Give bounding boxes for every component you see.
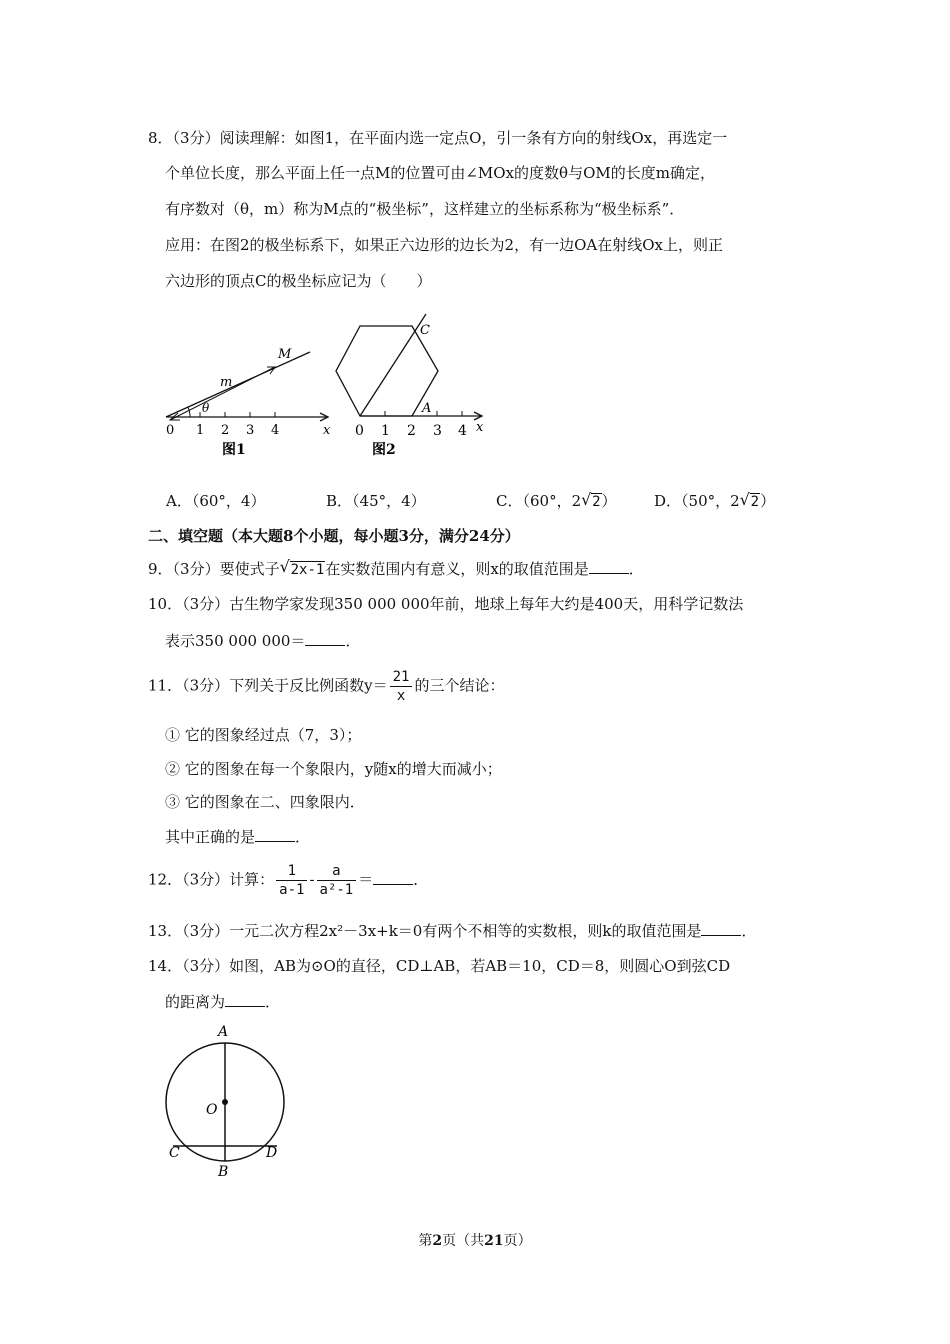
- q10-line2-prefix: 表示350 000 000＝: [165, 632, 306, 650]
- label-B: B: [218, 1164, 229, 1180]
- fig1-label-m: m: [220, 375, 233, 390]
- q11-ask: [165, 826, 310, 848]
- fig1-theta-arc: [188, 407, 190, 417]
- q10-line2-end: ．: [345, 632, 361, 650]
- footer-p2: 页（共: [442, 1233, 485, 1249]
- q11-denominator: x: [396, 688, 406, 704]
- option-c-radicand: 2: [592, 494, 601, 510]
- q8-line4: 应用：在图2的极坐标系下，如果正六边形的边长为2，有一边OA在射线Ox上，则正: [165, 236, 723, 254]
- q12-equals: ＝: [358, 870, 374, 889]
- option-c: [496, 490, 617, 511]
- q12-f1-numerator: 1: [276, 862, 307, 881]
- q11-numerator: 21: [390, 668, 413, 687]
- option-c-suffix: ）: [601, 492, 617, 510]
- option-b: B．（45°，4）: [326, 492, 426, 510]
- fig1-axis-label: x: [323, 423, 331, 438]
- center-point: [222, 1099, 228, 1105]
- fig2-axis-label: x: [476, 420, 484, 435]
- q13-answer-blank[interactable]: [701, 921, 741, 936]
- q14-answer-blank[interactable]: [225, 992, 265, 1007]
- q11-ask-end: ．: [295, 828, 311, 846]
- q8-line2: 个单位长度，那么平面上任一点M的位置可由∠MOx的度数θ与OM的长度m确定，: [165, 164, 715, 182]
- fig2-tick-label-4: 4: [458, 423, 467, 439]
- fig1-label-theta: θ: [202, 401, 210, 415]
- q11-suffix: 的三个结论：: [414, 676, 505, 695]
- fig1-tick-label-1: 1: [196, 423, 205, 438]
- q14-line2: [165, 991, 280, 1013]
- q11-ask-text: 其中正确的是: [165, 828, 256, 846]
- option-d-prefix: D．（50°，2: [654, 492, 740, 510]
- page-footer: [0, 1230, 950, 1250]
- q11-answer-blank[interactable]: [255, 827, 295, 842]
- q8-line1: 8．（3分）阅读理解：如图1，在平面内选一定点O，引一条有方向的射线Ox，再选定一: [148, 129, 728, 147]
- option-a: A．（60°，4）: [166, 492, 266, 510]
- q13-end: ．: [741, 922, 757, 940]
- fig2-tick-label-0: 0: [355, 423, 364, 439]
- q11-conclusion-3: ③ 它的图象在二、四象限内．: [165, 793, 365, 811]
- option-d: [654, 490, 775, 511]
- label-A: A: [218, 1024, 229, 1040]
- q11-conclusion-1: ① 它的图象经过点（7，3）；: [165, 726, 362, 744]
- q13-text: 13．（3分）一元二次方程2x²－3x+k＝0有两个不相等的实数根，则k的取值范围是: [148, 922, 702, 940]
- option-c-prefix: C．（60°，2: [496, 492, 582, 510]
- fig1-tick-label-4: 4: [271, 423, 280, 438]
- fig2-label-A: A: [422, 401, 432, 416]
- q11-fraction: [390, 668, 413, 705]
- q12: [148, 862, 428, 899]
- fig2-ray-oc: [360, 314, 426, 416]
- q9-suffix: 在实数范围内有意义，则x的取值范围是: [325, 560, 589, 578]
- footer-total: 21: [484, 1233, 504, 1249]
- q8-line3: 有序数对（θ，m）称为M点的“极坐标”，这样建立的坐标系称为“极坐标系”．: [165, 200, 685, 218]
- fig1-caption: 图1: [222, 442, 246, 458]
- q10-answer-blank[interactable]: [305, 631, 345, 646]
- q8-line5: 六边形的顶点C的极坐标应记为（ ）: [165, 272, 432, 290]
- q11-conclusion-2: ② 它的图象在每一个象限内，y随x的增大而减小；: [165, 760, 502, 778]
- fig1-tick-label-2: 2: [221, 423, 230, 438]
- q12-fraction-2: [317, 862, 357, 899]
- label-C: C: [169, 1145, 180, 1161]
- fig2-tick-label-1: 1: [381, 423, 390, 439]
- figure-2: [330, 312, 500, 462]
- fig2-tick-label-3: 3: [433, 423, 442, 439]
- figure-circle: [155, 1018, 295, 1183]
- q12-answer-blank[interactable]: [373, 870, 413, 885]
- q12-prefix: 12．（3分）计算：: [148, 870, 275, 889]
- option-c-sqrt: √ 2: [581, 490, 601, 510]
- q9-sqrt: √ 2x-1: [279, 557, 325, 578]
- fig2-label-C: C: [420, 323, 430, 338]
- footer-page: 2: [432, 1233, 443, 1249]
- footer-p3: 页）: [503, 1233, 532, 1249]
- fig1-label-M: M: [278, 347, 292, 362]
- footer-p1: 第: [418, 1233, 433, 1249]
- q11-prefix: 11．（3分）下列关于反比例函数y＝: [148, 676, 388, 695]
- q13: [148, 920, 756, 942]
- q9-answer-blank[interactable]: [589, 559, 629, 574]
- section-2-heading: 二、填空题（本大题8个小题，每小题3分，满分24分）: [148, 527, 520, 545]
- q14-line2-text: 的距离为: [165, 993, 226, 1011]
- q12-f1-denominator: a-1: [279, 882, 305, 898]
- q10-line2: [165, 630, 360, 652]
- fig2-caption: 图2: [372, 442, 396, 458]
- q12-end: ．: [413, 870, 429, 889]
- option-d-sqrt: √ 2: [739, 490, 760, 510]
- q9: [148, 558, 644, 581]
- option-d-radicand: 2: [750, 494, 760, 510]
- q14-line1: 14．（3分）如图，AB为⊙O的直径，CD⊥AB，若AB＝10，CD＝8，则圆心O到弦CD: [148, 957, 731, 975]
- q12-f2-denominator: a²-1: [319, 882, 354, 898]
- fig1-tick-label-0: 0: [166, 423, 175, 438]
- q9-end: ．: [628, 560, 644, 578]
- q12-minus: -: [309, 870, 315, 889]
- figure-1: [160, 340, 350, 460]
- label-O: O: [206, 1102, 218, 1118]
- q9-prefix: 9．（3分）要使式子: [148, 560, 280, 578]
- q14-end: ．: [265, 993, 281, 1011]
- q12-fraction-1: [276, 862, 307, 899]
- fig1-tick-label-3: 3: [246, 423, 255, 438]
- q12-f2-numerator: a: [317, 862, 357, 881]
- option-d-suffix: ）: [760, 492, 776, 510]
- q10-line1: 10．（3分）古生物学家发现350 000 000年前，地球上每年大约是400天，用科学记数法: [148, 595, 744, 613]
- q11-line1: [148, 668, 504, 705]
- q9-radicand: 2x-1: [290, 562, 325, 578]
- label-D: D: [266, 1145, 278, 1161]
- fig2-tick-label-2: 2: [407, 423, 416, 439]
